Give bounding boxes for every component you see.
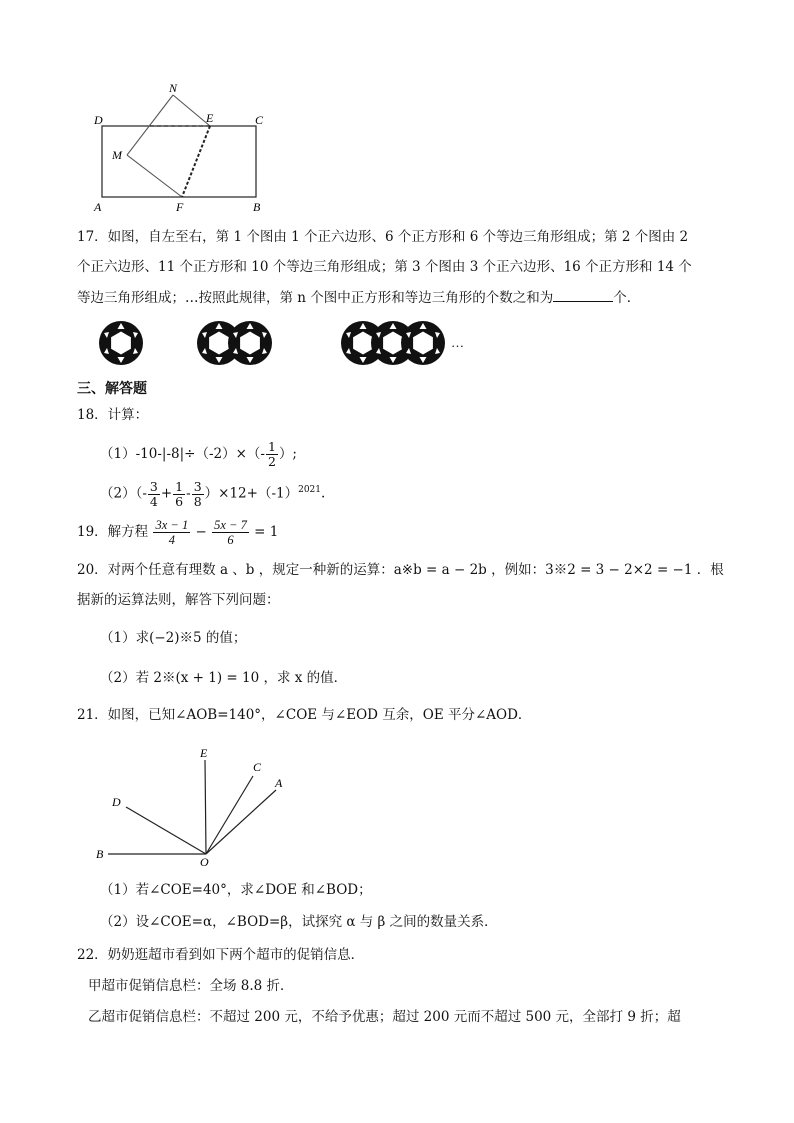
label-N: N <box>169 81 178 95</box>
q20-line-1: 20．对两个任意有理数 a 、b ，规定一种新的运算：a※b = a − 2b ，例如：3※2 = 3 − 2×2 = −1 ．根 <box>77 562 724 578</box>
fraction <box>153 518 190 547</box>
q17-line-3-end: 个． <box>613 290 641 306</box>
answer-blank <box>553 287 613 302</box>
q22-line-2: 甲超市促销信息栏：全场 8.8 折． <box>88 978 294 994</box>
fraction <box>148 480 160 509</box>
q19-label: 19．解方程 <box>77 524 149 540</box>
label-F: F <box>176 200 184 214</box>
fraction <box>192 480 204 509</box>
denominator: 8 <box>193 493 202 509</box>
minus-sign: - <box>186 485 191 502</box>
minus-sign: − <box>195 524 207 540</box>
q18-p2-end: . <box>321 485 326 502</box>
q17-line-2: 个正六边形、11 个正方形和 10 个等边三角形组成；第 3 个图由 3 个正六边形、16 个正方形和 14 个 <box>77 259 692 275</box>
q21-part-2: （2）设∠COE=α，∠BOD=β，试探究 α 与 β 之间的数量关系． <box>100 914 498 930</box>
denominator: 6 <box>175 493 184 509</box>
rectangle-fold-figure <box>88 80 278 215</box>
fraction <box>173 480 185 509</box>
q20-part-2: （2）若 2※(x + 1) = 10 ，求 x 的值． <box>100 670 348 686</box>
q21-part-1: （1）若∠COE=40°，求∠DOE 和∠BOD； <box>100 882 372 898</box>
numerator: 3x − 1 <box>155 518 189 532</box>
q22-line-3: 乙超市促销信息栏：不超过 200 元，不给予优惠；超过 200 元而不超过 500 元，全部打 9 折；超 <box>88 1009 681 1025</box>
label-B: B <box>253 200 261 214</box>
numerator: 3 <box>149 478 158 494</box>
exponent: 2021 <box>298 485 321 495</box>
numerator: 3 <box>193 478 202 494</box>
q18-p1-end: ）; <box>278 446 297 462</box>
numerator: 1 <box>175 478 184 494</box>
equation-rhs: = 1 <box>254 524 279 540</box>
q20-line-2: 据新的运算法则，解答下列问题： <box>77 592 280 608</box>
fraction <box>266 440 278 469</box>
hexagon-pattern-figure <box>95 318 475 368</box>
q20-part-1: （1）求(−2)※5 的值； <box>100 630 247 646</box>
denominator: 4 <box>149 493 158 509</box>
angle-figure <box>90 740 300 870</box>
q18-p2-mid: ）×12+（-1） <box>204 485 299 502</box>
q17-line-3 <box>77 287 640 308</box>
label-A: A <box>275 776 283 790</box>
fraction <box>212 518 249 547</box>
q18-p1-text: （1）-10-|-8|÷（-2）×（- <box>100 446 265 462</box>
section-title: 三、解答题 <box>77 381 147 397</box>
label-M: M <box>112 148 122 162</box>
denominator: 2 <box>267 454 276 469</box>
q18-part-2 <box>100 473 325 507</box>
q17-line-3-text: 等边三角形组成；…按照此规律，第 n 个图中正方形和等边三角形的个数之和为 <box>77 290 554 306</box>
denominator: 4 <box>168 533 175 547</box>
q17-line-1: 17．如图，自左至右，第 1 个图由 1 个正六边形、6 个正方形和 6 个等边三角形组成；第 2 个图由 2 <box>77 229 689 245</box>
denominator: 6 <box>227 533 234 547</box>
q22-line-1: 22．奶奶逛超市看到如下两个超市的促销信息． <box>77 947 365 963</box>
label-E: E <box>200 746 208 760</box>
label-D: D <box>94 113 103 127</box>
label-B: B <box>96 847 104 861</box>
label-C: C <box>255 113 264 127</box>
q18-title: 18．计算： <box>77 407 149 423</box>
pattern-ellipsis: … <box>451 335 464 350</box>
q21-line-1: 21．如图，已知∠AOB=140°，∠COE 与∠EOD 互余，OE 平分∠AOD． <box>77 707 532 723</box>
q19 <box>77 514 278 550</box>
label-E: E <box>206 111 214 125</box>
plus-sign: + <box>160 485 173 502</box>
label-C: C <box>253 760 262 774</box>
label-O: O <box>200 855 209 869</box>
label-D: D <box>112 795 121 809</box>
label-A: A <box>94 200 102 214</box>
numerator: 5x − 7 <box>214 518 247 532</box>
q18-p2-text: （2）（- <box>100 485 147 502</box>
numerator: 1 <box>267 439 276 454</box>
q18-part-1 <box>100 437 297 471</box>
